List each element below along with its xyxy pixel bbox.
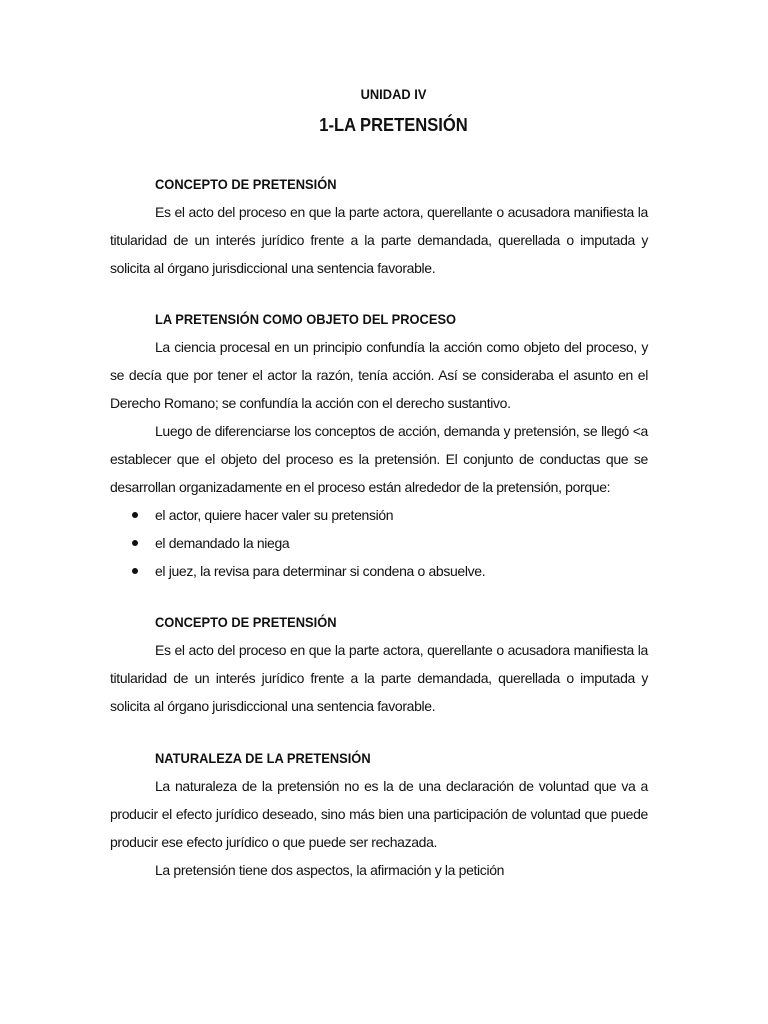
- list-item-text: el juez, la revisa para determinar si condena o absuelve.: [155, 563, 486, 579]
- section-concepto-2: [110, 608, 648, 720]
- bullet-icon: [132, 568, 138, 574]
- paragraph: La ciencia procesal en un principio confundía la acción como objeto del proceso, y se decía que por tener el actor la razón, tenía acción. Así se consideraba el asunto en el Derecho Romano; se confundía la acción con el derecho sustantivo.: [110, 339, 648, 411]
- paragraph: La naturaleza de la pretensión no es la de una declaración de voluntad que va a producir el efecto jurídico deseado, sino más bien una participación de voluntad que puede producir ese efecto jurídico o que puede ser rechazada.: [110, 778, 648, 850]
- section-naturaleza: [110, 744, 648, 884]
- paragraph: Es el acto del proceso en que la parte actora, querellante o acusadora manifiesta la titularidad de un interés jurídico frente a la parte demandada, querellada o imputada y solicita al órgano jurisdiccional una sentencia favorable.: [110, 204, 648, 276]
- paragraph: La pretensión tiene dos aspectos, la afirmación y la petición: [155, 862, 505, 878]
- list-item: [110, 529, 648, 557]
- bullet-icon: [132, 540, 138, 546]
- section-heading: NATURALEZA DE LA PRETENSIÓN: [155, 750, 371, 766]
- section-objeto-del-proceso: [110, 305, 648, 585]
- paragraph: Es el acto del proceso en que la parte actora, querellante o acusadora manifiesta la titularidad de un interés jurídico frente a la parte demandada, querellada o imputada y solicita al órgano jurisdiccional una sentencia favorable.: [110, 642, 648, 714]
- bullet-list: [110, 501, 648, 585]
- section-concepto-1: [110, 170, 648, 282]
- list-item-text: el actor, quiere hacer valer su pretensión: [155, 507, 394, 523]
- section-heading: LA PRETENSIÓN COMO OBJETO DEL PROCESO: [155, 311, 457, 327]
- unit-title: UNIDAD IV: [360, 86, 427, 102]
- page-title: 1-LA PRETENSIÓN: [319, 115, 468, 135]
- bullet-icon: [132, 512, 138, 518]
- list-item: [110, 501, 648, 529]
- paragraph: Luego de diferenciarse los conceptos de acción, demanda y pretensión, se llegó <a establecer que el objeto del proceso es la pretensión. El conjunto de conductas que se desarrollan organizadamente en el proceso están alrededor de la pretensión, porque:: [110, 423, 648, 495]
- section-heading: CONCEPTO DE PRETENSIÓN: [155, 176, 337, 192]
- list-item-text: el demandado la niega: [155, 535, 290, 551]
- section-heading: CONCEPTO DE PRETENSIÓN: [155, 614, 337, 630]
- list-item: [110, 557, 648, 585]
